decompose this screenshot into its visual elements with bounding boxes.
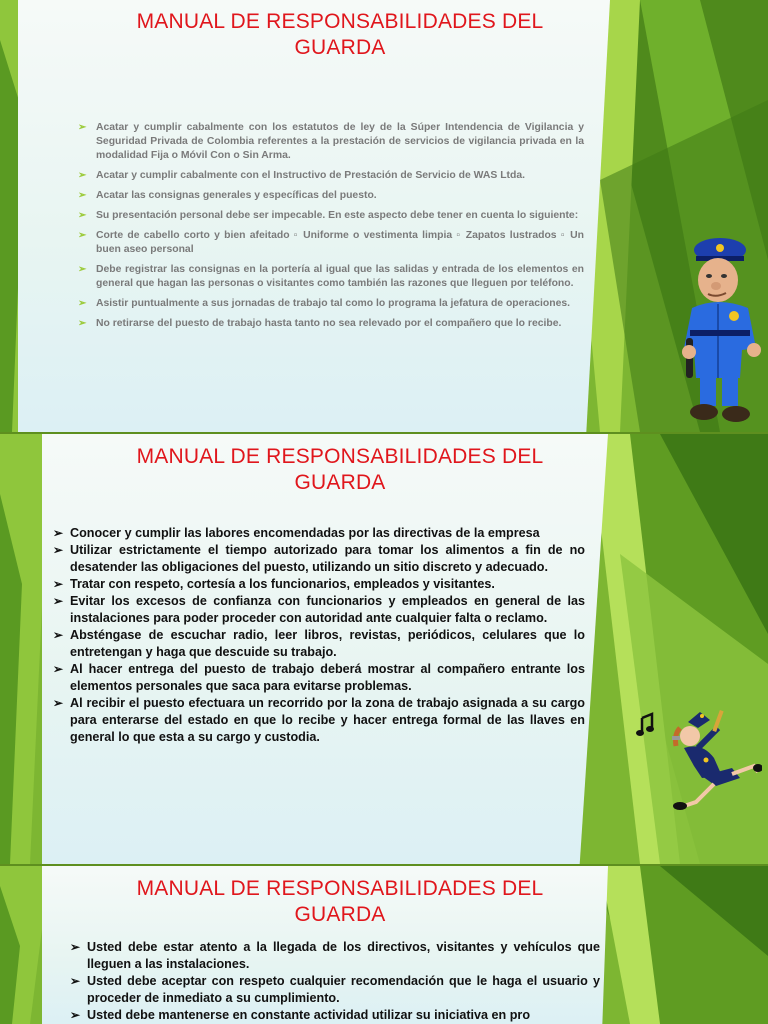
list-item: ➢ Acatar y cumplir cabalmente con el Instructivo de Prestación de Servicio de WAS Ltda. — [76, 169, 584, 183]
list-item: ➢ Conocer y cumplir las labores encomendadas por las directivas de la empresa — [53, 525, 585, 542]
police-officer-icon — [676, 228, 768, 428]
slide-1 — [0, 0, 768, 432]
list-item: ➢ Su presentación personal debe ser impecable. En este aspecto debe tener en cuenta lo siguiente: — [76, 209, 584, 223]
list-item: ➢ Acatar las consignas generales y específicas del puesto. — [76, 189, 584, 203]
list-item: ➢ Debe registrar las consignas en la portería al igual que las salidas y entrada de los elementos en general que hagan las personas o visitantes como también las razones que lleguen por teléfono. — [76, 263, 584, 291]
list-item: ➢ Evitar los excesos de confianza con funcionarios y empleados en general de las instalaciones para poder proceder con autoridad ante cualquier falta o reclamo. — [53, 593, 585, 627]
running-guard-whistle-icon — [636, 706, 762, 816]
list-item: ➢ Al hacer entrega del puesto de trabajo deberá mostrar al compañero entrante los elementos personales que saca para evitarse problemas. — [53, 661, 585, 695]
list-item: ➢ Usted debe estar atento a la llegada de los directivos, visitantes y vehículos que lleguen a las instalaciones. — [70, 939, 600, 973]
list-item: ➢ Absténgase de escuchar radio, leer libros, revistas, periódicos, celulares que lo entretengan y haga que descuide su trabajo. — [53, 627, 585, 661]
slide-2-title: MANUAL DE RESPONSABILIDADES DEL GUARDA — [136, 445, 544, 494]
list-item: ➢ Acatar y cumplir cabalmente con los estatutos de ley de la Súper Intendencia de Vigilancia y Seguridad Privada de Colombia referentes a la prestación de servicios de vigilancia privada en la modalidad Fija o Móvil Con o Sin Arma. — [76, 121, 584, 163]
list-item: ➢ Corte de cabello corto y bien afeitado ▫ Uniforme o vestimenta limpia ▫ Zapatos lustrados ▫ Un buen aseo personal — [76, 229, 584, 257]
list-item: ➢ Utilizar estrictamente el tiempo autorizado para tomar los alimentos a fin de no desatender las obligaciones del puesto, utilizando un sitio discreto y adecuado. — [53, 542, 585, 576]
slide-2 — [0, 434, 768, 864]
slide-1-list — [76, 121, 584, 337]
slide-3 — [0, 866, 768, 1024]
list-item: ➢ Tratar con respeto, cortesía a los funcionarios, empleados y visitantes. — [53, 576, 585, 593]
slide-3-list — [70, 939, 600, 1024]
list-item: ➢ Usted debe aceptar con respeto cualquier recomendación que le haga el usuario y proceder de inmediato a su cumplimiento. — [70, 973, 600, 1007]
list-item: ➢ Asistir puntualmente a sus jornadas de trabajo tal como lo programa la jefatura de operaciones. — [76, 297, 584, 311]
slide-3-title: MANUAL DE RESPONSABILIDADES DEL GUARDA — [136, 877, 544, 926]
list-item: ➢ No retirarse del puesto de trabajo hasta tanto no sea relevado por el compañero que lo recibe. — [76, 317, 584, 331]
list-item: ➢ Al recibir el puesto efectuara un recorrido por la zona de trabajo asignada a su cargo para enterarse del estado en que lo recibe y hacer entrega formal de las llaves en general lo que esta a su cargo y custodia. — [53, 695, 585, 746]
slide-1-title: MANUAL DE RESPONSABILIDADES DEL GUARDA — [136, 10, 544, 59]
slide-2-list — [53, 525, 585, 746]
list-item: ➢ Usted debe mantenerse en constante actividad utilizar su iniciativa en pro — [70, 1007, 600, 1024]
